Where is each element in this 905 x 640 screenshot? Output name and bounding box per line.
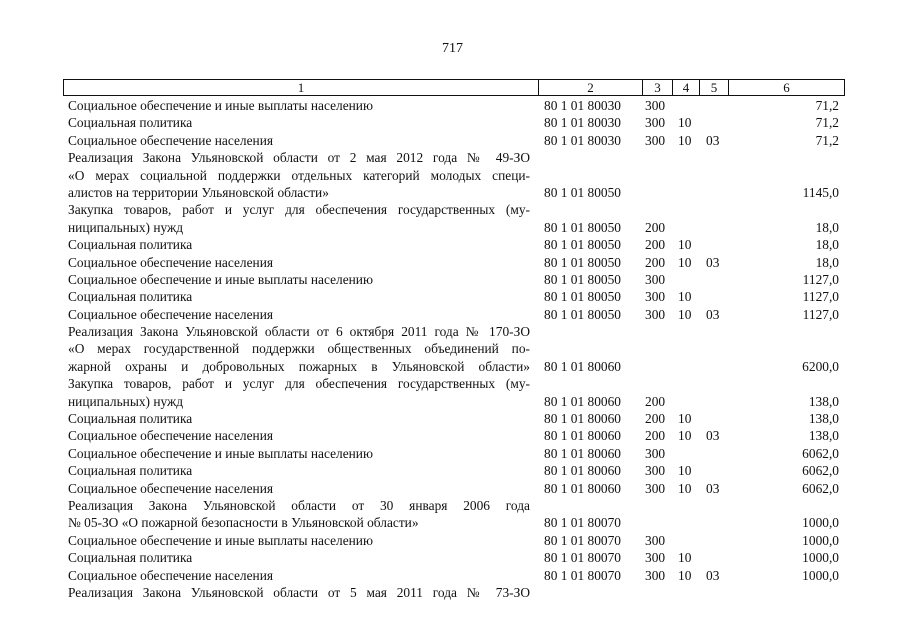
row-name: Социальное обеспечение и иные выплаты населению: [68, 532, 373, 548]
row-amount: 6062,0: [802, 480, 839, 496]
row-name: жарной охраны и добровольных пожарных в Ульяновской области»: [68, 358, 530, 374]
row-col5: 03: [706, 132, 720, 148]
table-row: [0, 184, 905, 201]
row-col3: 300: [645, 532, 666, 548]
row-code: 80 1 01 80070: [544, 567, 621, 583]
table-row: [0, 462, 905, 479]
row-col4: 10: [678, 132, 692, 148]
table-row: [0, 480, 905, 497]
column-header-1: 1: [64, 80, 539, 96]
row-col3: 200: [645, 393, 666, 409]
row-name: Социальное обеспечение и иные выплаты населению: [68, 98, 373, 113]
column-header-5: 5: [700, 80, 729, 96]
row-amount: 1127,0: [802, 271, 839, 287]
row-col3: 300: [645, 271, 666, 287]
row-code: 80 1 01 80070: [544, 550, 621, 566]
table-row: [0, 427, 905, 444]
row-name: Реализация Закона Ульяновской области от 5 мая 2011 года № 73-ЗО: [68, 584, 530, 600]
row-name: Социальное обеспечение населения: [68, 254, 274, 270]
column-header-6: 6: [729, 80, 845, 96]
page-number: 717: [442, 41, 463, 56]
column-header-2: 2: [539, 80, 643, 96]
row-col3: 200: [645, 411, 666, 427]
row-col3: 300: [645, 463, 666, 479]
row-name: Социальная политика: [68, 289, 193, 305]
row-code: 80 1 01 80030: [544, 115, 621, 131]
row-amount: 6200,0: [802, 358, 839, 374]
row-name: Социальное обеспечение населения: [68, 567, 274, 583]
table-row: [0, 167, 905, 184]
row-col4: 10: [678, 306, 692, 322]
row-name: № 05-ЗО «О пожарной безопасности в Ульяновской области»: [68, 515, 419, 531]
row-col4: 10: [678, 115, 692, 131]
row-col4: 10: [678, 237, 692, 253]
row-amount: 6062,0: [802, 463, 839, 479]
row-amount: 1000,0: [802, 532, 839, 548]
row-code: 80 1 01 80060: [544, 445, 621, 461]
table-row: [0, 549, 905, 566]
table-row: [0, 149, 905, 166]
row-name: «О мерах социальной поддержки отдельных категорий молодых специ-: [68, 167, 530, 183]
row-code: 80 1 01 80050: [544, 219, 621, 235]
budget-rows: [0, 97, 905, 601]
row-amount: 1127,0: [802, 289, 839, 305]
row-col3: 200: [645, 428, 666, 444]
row-name: Социальное обеспечение и иные выплаты населению: [68, 445, 373, 461]
row-name: Социальное обеспечение населения: [68, 132, 274, 148]
row-name: Социальная политика: [68, 115, 193, 131]
row-amount: 1000,0: [802, 550, 839, 566]
row-col3: 300: [645, 289, 666, 305]
row-name: Социальное обеспечение населения: [68, 480, 274, 496]
row-code: 80 1 01 80050: [544, 184, 621, 200]
table-row: [0, 358, 905, 375]
row-col3: 300: [645, 480, 666, 496]
row-name: Закупка товаров, работ и услуг для обеспечения государственных (му-: [68, 202, 530, 218]
column-header-table: [63, 79, 845, 96]
row-col3: 200: [645, 237, 666, 253]
table-row: [0, 393, 905, 410]
row-col4: 10: [678, 550, 692, 566]
table-row: [0, 445, 905, 462]
row-name: Реализация Закона Ульяновской области от 30 января 2006 года: [68, 497, 530, 513]
row-amount: 1127,0: [802, 306, 839, 322]
row-amount: 18,0: [815, 254, 839, 270]
row-name: алистов на территории Ульяновской области»: [68, 184, 329, 200]
row-amount: 71,2: [815, 98, 839, 113]
row-col5: 03: [706, 254, 720, 270]
table-row: [0, 375, 905, 392]
row-col5: 03: [706, 480, 720, 496]
row-name: Социальное обеспечение и иные выплаты населению: [68, 271, 373, 287]
row-name: Социальное обеспечение населения: [68, 428, 274, 444]
column-header-row: [64, 80, 845, 96]
row-code: 80 1 01 80030: [544, 132, 621, 148]
row-name: ниципальных) нужд: [68, 393, 184, 409]
table-row: [0, 532, 905, 549]
row-col5: 03: [706, 428, 720, 444]
table-row: [0, 114, 905, 131]
row-code: 80 1 01 80060: [544, 428, 621, 444]
table-row: [0, 567, 905, 584]
row-col5: 03: [706, 306, 720, 322]
row-code: 80 1 01 80070: [544, 515, 621, 531]
row-amount: 1000,0: [802, 515, 839, 531]
column-header-3: 3: [643, 80, 673, 96]
row-name: Закупка товаров, работ и услуг для обеспечения государственных (му-: [68, 376, 530, 392]
row-col3: 200: [645, 254, 666, 270]
row-col4: 10: [678, 254, 692, 270]
table-row: [0, 323, 905, 340]
row-amount: 18,0: [815, 219, 839, 235]
row-code: 80 1 01 80060: [544, 411, 621, 427]
row-amount: 6062,0: [802, 445, 839, 461]
row-name: Социальное обеспечение населения: [68, 306, 274, 322]
table-row: [0, 201, 905, 218]
row-col4: 10: [678, 289, 692, 305]
row-col4: 10: [678, 567, 692, 583]
row-name: Социальная политика: [68, 411, 193, 427]
row-code: 80 1 01 80050: [544, 237, 621, 253]
row-col3: 300: [645, 567, 666, 583]
table-row: [0, 219, 905, 236]
table-row: [0, 97, 905, 114]
row-col3: 300: [645, 550, 666, 566]
row-col3: 300: [645, 98, 666, 113]
row-code: 80 1 01 80060: [544, 358, 621, 374]
table-row: [0, 236, 905, 253]
row-amount: 138,0: [808, 393, 839, 409]
row-col4: 10: [678, 411, 692, 427]
row-col5: 03: [706, 567, 720, 583]
row-name: Социальная политика: [68, 550, 193, 566]
table-row: [0, 288, 905, 305]
row-amount: 71,2: [815, 115, 839, 131]
table-row: [0, 254, 905, 271]
row-name: «О мерах государственной поддержки общественных объединений по-: [68, 341, 530, 357]
row-name: Реализация Закона Ульяновской области от 2 мая 2012 года № 49-ЗО: [68, 150, 530, 166]
row-code: 80 1 01 80050: [544, 254, 621, 270]
row-code: 80 1 01 80050: [544, 271, 621, 287]
row-code: 80 1 01 80060: [544, 393, 621, 409]
column-header-4: 4: [673, 80, 700, 96]
row-col3: 300: [645, 115, 666, 131]
table-row: [0, 514, 905, 531]
row-col3: 300: [645, 132, 666, 148]
row-col4: 10: [678, 480, 692, 496]
row-amount: 1000,0: [802, 567, 839, 583]
row-name: Реализация Закона Ульяновской области от 6 октября 2011 года № 170-ЗО: [68, 324, 530, 340]
row-amount: 138,0: [808, 411, 839, 427]
row-col3: 300: [645, 306, 666, 322]
row-amount: 18,0: [815, 237, 839, 253]
row-amount: 1145,0: [802, 184, 839, 200]
row-amount: 138,0: [808, 428, 839, 444]
table-row: [0, 410, 905, 427]
table-row: [0, 306, 905, 323]
row-code: 80 1 01 80030: [544, 98, 621, 113]
row-name: Социальная политика: [68, 463, 193, 479]
row-name: Социальная политика: [68, 237, 193, 253]
row-col4: 10: [678, 428, 692, 444]
row-code: 80 1 01 80060: [544, 480, 621, 496]
table-row: [0, 497, 905, 514]
row-code: 80 1 01 80050: [544, 306, 621, 322]
row-col4: 10: [678, 463, 692, 479]
table-row: [0, 271, 905, 288]
table-row: [0, 584, 905, 601]
row-col3: 300: [645, 445, 666, 461]
table-row: [0, 340, 905, 357]
row-name: ниципальных) нужд: [68, 219, 184, 235]
row-col3: 200: [645, 219, 666, 235]
table-row: [0, 132, 905, 149]
row-code: 80 1 01 80070: [544, 532, 621, 548]
row-code: 80 1 01 80060: [544, 463, 621, 479]
row-amount: 71,2: [815, 132, 839, 148]
row-code: 80 1 01 80050: [544, 289, 621, 305]
